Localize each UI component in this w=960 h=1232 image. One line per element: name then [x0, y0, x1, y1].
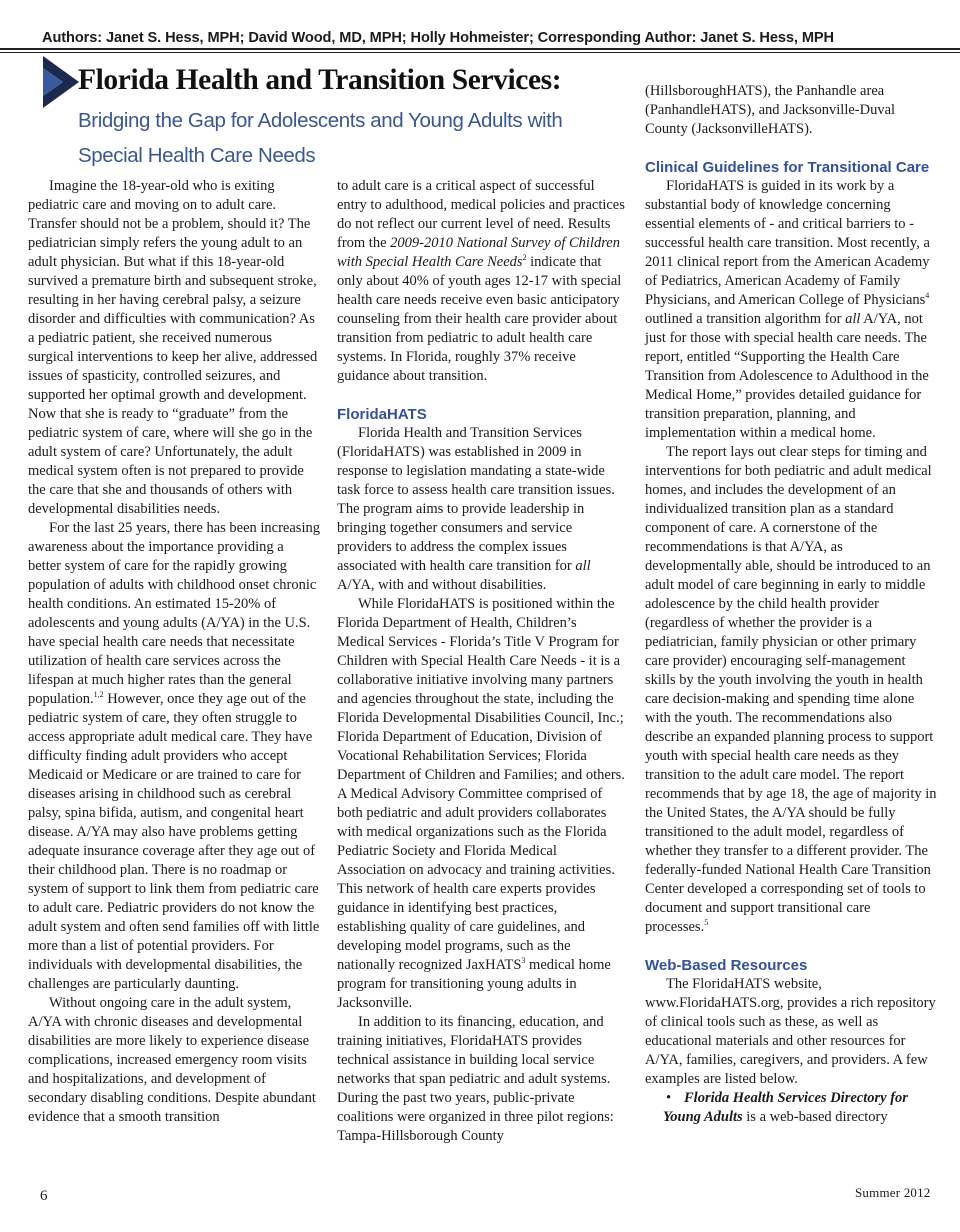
header-rule [0, 48, 960, 50]
bullet-icon: • [666, 1090, 672, 1106]
paragraph: While FloridaHATS is positioned within the Florida Department of Health, Children’s Medical Services - Florida’s Title V Program for Children with Special Health Care Needs - it is a collaborative initiative involving many partners and agencies throughout the state, including the Florida Developmental Disabilities Council, Inc.; Florida Department of Education, Division of Vocational Rehabilitation Services; Florida Department of Children and Families; and others. A Medical Advisory Committee comprised of both pediatric and adult providers collaborates with medical organizations such as the Florida Pediatric Society and Florida Medical Association on advocacy and training activities. This network of health care experts provides guidance in identifying best practices, establishing quality of care guidelines, and developing model programs, such as the nationally recognized JaxHATS$^3$ medical home program for transitioning young adults in Jacksonville. [337, 596, 625, 1011]
section-heading-web-resources: Web-Based Resources [645, 957, 808, 974]
paragraph: For the last 25 years, there has been increasing awareness about the importance providing a better system of care for the rapidly growing population of adults with childhood onset chronic health conditions. An estimated 15-20% of adolescents and young adults (A/YA) in the U.S. have special health care needs that necessitate utilization of health care services across the lifespan at much higher rates than the general population.$^{1,2}$ However, once they age out of the pediatric system of care, they often struggle to access appropriate adult medical care. They have difficulty finding adult providers who accept Medicaid or Medicare or are trained to care for diseases arising in childhood such as cerebral palsy, spina bifida, autism, and congenital heart disease. A/YA may also have problems getting adequate insurance coverage after they age out of their childhood plan. There is no roadmap or system of support to link them from pediatric care to adult care. Pediatric providers do not know the adult system and often send families off with little more than a list of potential providers. For individuals with developmental disabilities, the challenges are particularly daunting. [28, 520, 320, 992]
page-number: 6 [40, 1188, 48, 1204]
title-arrow-icon [43, 56, 79, 108]
paragraph: The FloridaHATS website, www.FloridaHATS.org, provides a rich repository of clinical tools such as these, as well as educational materials and other resources for A/YA, families, caregivers, and providers. A few examples are listed below. [645, 976, 936, 1087]
section-heading-floridahats: FloridaHATS [337, 406, 427, 423]
paragraph: Without ongoing care in the adult system, A/YA with chronic diseases and developmental disabilities are more likely to experience disease complications, increased emergency room visits and hospitalizations, and development of secondary disabling conditions. Despite abundant evidence that a smooth transition [28, 995, 316, 1125]
article-title: Florida Health and Transition Services: [78, 64, 562, 96]
paragraph: The report lays out clear steps for timing and interventions for both pediatric and adult medical homes, and includes the development of an individualized transition plan as a standard component of care. A cornerstone of the recommendations is that A/YA, as developmentally able, should be introduced to an adult model of care beginning in early to middle adolescence by the child health provider (regardless of whether the provider is a pediatrician, family physician or other primary care provider) encouraging self-management skills by the youth involving the youth in health care decision-making and spending time alone with the youth. The recommendations also describe an expanded planning process to support youth with special health care needs as they transition to the adult care model. The report recommends that by age 18, the age of majority in the United States, the A/YA should be fully transitioned to the adult model, regardless of whether they transfer to a different provider. The federally-funded National Health Care Transition Center developed a corresponding set of tools to document and support transitional care processes.$^5$ [645, 444, 937, 935]
paragraph: (HillsboroughHATS), the Panhandle area (PanhandleHATS), and Jacksonville-Duval County (JacksonvilleHATS). [645, 83, 896, 137]
reference-marker: 5 [704, 918, 709, 928]
paragraph: to adult care is a critical aspect of successful entry to adulthood, medical policies and practices do not reflect our current level of need. Results from the 2009-2010 National Survey of Children with Special Health Care Needs$^2$ indicate that only about 40% of youth ages 12-17 with special health care needs receive even basic anticipatory counseling from their health care provider about transition from pediatric to adult health care systems. In Florida, roughly 37% receive guidance about transition. [337, 178, 625, 384]
column-2 [337, 177, 627, 1146]
list-item: • Florida Health Services Directory for Young Adults is a web-based directory [645, 1089, 937, 1127]
header-rule-thin [0, 52, 960, 53]
paragraph: Florida Health and Transition Services (FloridaHATS) was established in 2009 in response to legislation mandating a state-wide task force to assess health care transition issues. The program aims to provide leadership in bringing together consumers and service providers to address the complex issues associated with health care transition for all A/YA, with and without disabilities. [337, 425, 615, 593]
authors-line: Authors: Janet S. Hess, MPH; David Wood, MD, MPH; Holly Hohmeister; Corresponding Author: Janet S. Hess, MPH [42, 30, 834, 46]
paragraph: Imagine the 18-year-old who is exiting pediatric care and moving on to adult care. Transfer should not be a problem, should it? The pediatrician simply refers the young adult to an adult physician. But what if this 18-year-old survived a premature birth and subsequent stroke, resulting in her having cerebral palsy, a seizure disorder and difficulties with communication? As a pediatric patient, she received numerous surgical interventions to keep her alive, addressed issues of spasticity, controlled seizures, and supported her optimal growth and development. Now that she is ready to “graduate” from the pediatric system of care, where will she go in the adult system of care? Unfortunately, the adult medical system often is not prepared to provide the care that she and thousands of others with developmental disabilities needs. [28, 178, 318, 517]
paragraph: In addition to its financing, education, and training initiatives, FloridaHATS provides technical assistance in building local service networks that span pediatric and adult systems. During the past two years, public-private coalitions were organized in three pilot regions: Tampa-Hillsborough County [337, 1014, 614, 1144]
column-3 [645, 82, 937, 1127]
paragraph: FloridaHATS is guided in its work by a substantial body of knowledge concerning essential elements of - and critical barriers to - successful health care transition. Most recently, a 2011 clinical report from the American Academy of Pediatrics, American Academy of Family Physicians, and American College of Physicians$^4$ outlined a transition algorithm for all A/YA, not just for those with special health care needs. The report, entitled “Supporting the Health Care Transition from Adolescence to Adulthood in the Medical Home,” provides detailed guidance for transition preparation, planning, and implementation within a medical home. [645, 178, 930, 441]
issue-date: Summer 2012 [855, 1185, 931, 1200]
reference-marker: 3 [521, 956, 526, 966]
resource-link[interactable]: Florida Health Services Directory for Young Adults [663, 1090, 908, 1125]
column-1 [28, 177, 320, 1127]
section-heading-clinical-guidelines: Clinical Guidelines for Transitional Care [645, 159, 930, 176]
article-subtitle: Bridging the Gap for Adolescents and Young Adults with Special Health Care Needs [78, 109, 563, 167]
reference-marker: 1,2 [93, 690, 104, 700]
reference-marker: 2 [522, 253, 527, 263]
reference-marker: 4 [925, 291, 930, 301]
